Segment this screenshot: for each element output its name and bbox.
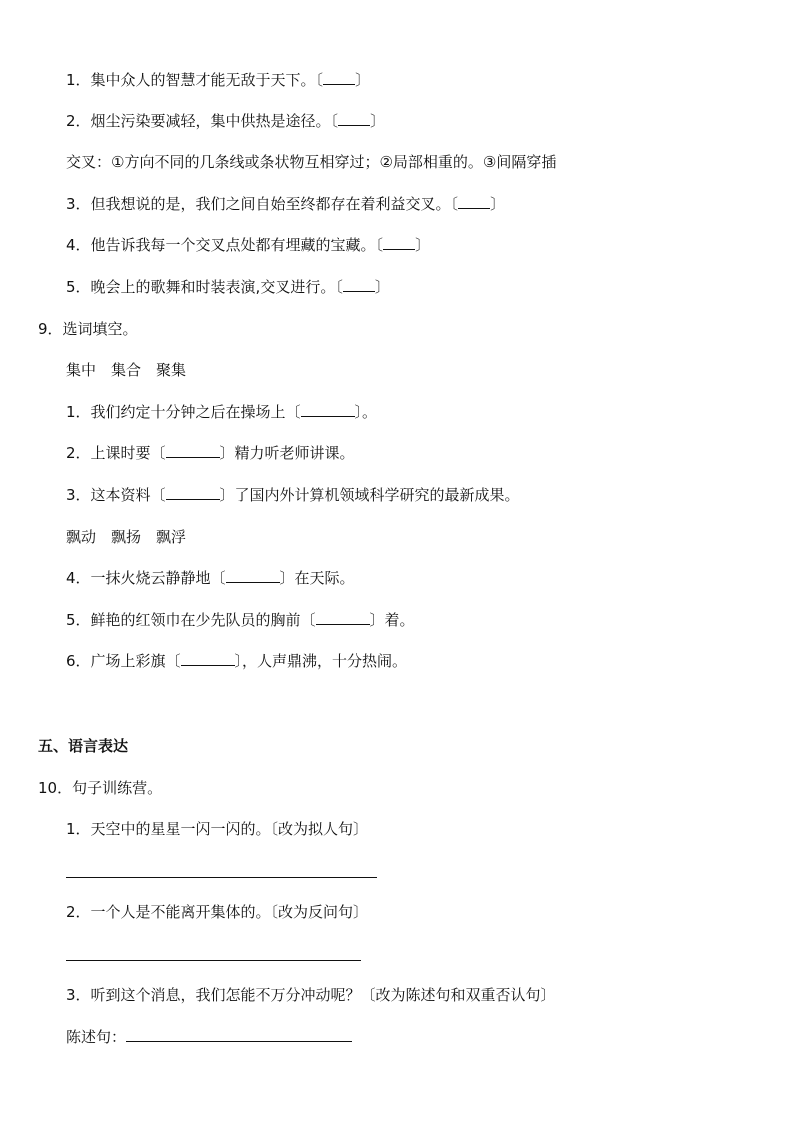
q9-title: 9．选词填空。 — [38, 320, 138, 338]
answer-blank[interactable] — [166, 485, 220, 500]
q9-item-1: 1．我们约定十分钟之后在操场上〔 〕。 — [66, 403, 378, 421]
q9-item-4: 4．一抹火烧云静静地〔 〕在天际。 — [66, 569, 355, 587]
statement-label: 陈述句： — [66, 1028, 127, 1046]
answer-blank[interactable] — [343, 277, 375, 292]
answer-blank[interactable] — [338, 111, 370, 126]
q9-item-5: 5．鲜艳的红领巾在少先队员的胸前〔 〕着。 — [66, 611, 415, 629]
answer-blank[interactable] — [323, 70, 355, 85]
prev-item-2: 2．烟尘污染要减轻，集中供热是途径。〔 〕 — [66, 112, 386, 130]
prev-item-4: 4．他告诉我每一个交叉点处都有埋藏的宝藏。〔 〕 — [66, 236, 431, 254]
q9-item-3: 3．这本资料〔 〕了国内外计算机领域科学研究的最新成果。 — [66, 486, 520, 504]
answer-blank[interactable] — [166, 443, 220, 458]
answer-blank[interactable] — [316, 610, 370, 625]
q9-word-options-2: 飘动 飘扬 飘浮 — [66, 528, 187, 546]
statement-answer-line[interactable] — [126, 1027, 352, 1042]
q9-item-6: 6．广场上彩旗〔 〕，人声鼎沸，十分热闹。 — [66, 652, 408, 670]
q10-item-2-answer-line[interactable] — [66, 960, 361, 961]
prev-item-1: 1．集中众人的智慧才能无敌于天下。〔 〕 — [66, 71, 371, 89]
answer-blank[interactable] — [383, 235, 415, 250]
q10-item-2: 2．一个人是不能离开集体的。〔改为反问句〕 — [66, 903, 369, 921]
section-5-heading: 五、语言表达 — [38, 737, 129, 755]
answer-blank[interactable] — [301, 402, 355, 417]
q10-title: 10．句子训练营。 — [38, 779, 163, 797]
q9-item-2: 2．上课时要〔 〕精力听老师讲课。 — [66, 444, 355, 462]
q9-word-options-1: 集中 集合 聚集 — [66, 361, 187, 379]
prev-item-5: 5．晚会上的歌舞和时装表演,交叉进行。〔 〕 — [66, 278, 390, 296]
q10-item-3: 3．听到这个消息，我们怎能不万分冲动呢？〔改为陈述句和双重否认句〕 — [66, 986, 556, 1004]
q10-item-1-answer-line[interactable] — [66, 877, 377, 878]
definition-jiaocha: 交叉：①方向不同的几条线或条状物互相穿过；②局部相重的。③间隔穿插 — [66, 153, 557, 171]
q10-statement-row — [66, 1027, 352, 1047]
answer-blank[interactable] — [181, 651, 235, 666]
answer-blank[interactable] — [458, 194, 490, 209]
q10-item-1: 1．天空中的星星一闪一闪的。〔改为拟人句〕 — [66, 820, 369, 838]
answer-blank[interactable] — [226, 568, 280, 583]
prev-item-3: 3．但我想说的是，我们之间自始至终都存在着利益交叉。〔 〕 — [66, 195, 506, 213]
